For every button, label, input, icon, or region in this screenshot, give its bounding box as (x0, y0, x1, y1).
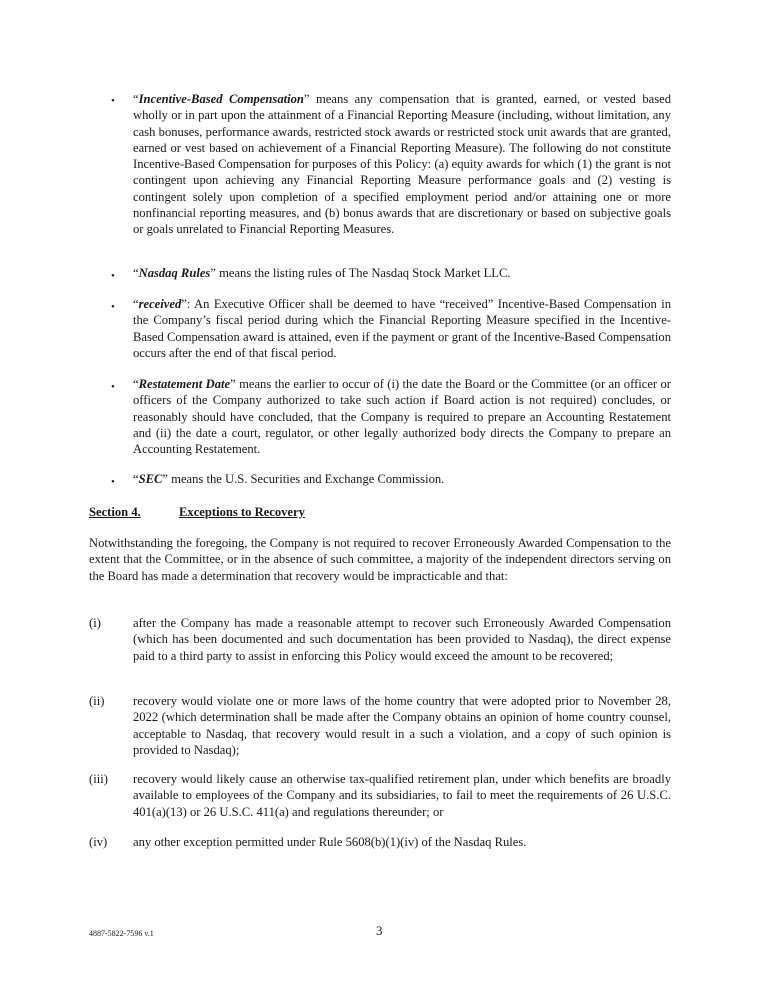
definition-text: ”: An Executive Officer shall be deemed to have “received” Incentive-Based Compensation in the Company’s fiscal period during which the Financial Reporting Measure specified in the Incentive-Based Compensation award is attained, even if the payment or grant of the Incentive-Based Compensation occurs after the end of that fiscal period. (133, 297, 671, 360)
exception-item: recovery would violate one or more laws of the home country that were adopted prior to November 28, 2022 (which determination shall be made after the Company obtains an opinion of home country counsel, acceptable to Nasdaq, that recovery would result in a such a violation, and a copy of such opinion is provided to Nasdaq); (133, 694, 671, 757)
bullet-icon: • (111, 476, 115, 488)
item-label: (i) (89, 616, 101, 630)
definition-received: “received”: An Executive Officer shall be deemed to have “received” Incentive-Based Compensation in the Company’s fiscal period during which the Financial Reporting Measure specified in the Incentive-Based Compensation award is attained, even if the payment or grant of the Incentive-Based Compensation occurs after the end of that fiscal period. (133, 297, 671, 360)
definition-restatement-date: “Restatement Date” means the earlier to occur of (i) the date the Board or the Committee (or an officer or officers of the Company authorized to take such action if Board action is not required) concludes, or reasonably should have concluded, that the Company is required to prepare an Accounting Restatement and (ii) the date a court, regulator, or other legally authorized body directs the Company to prepare an Accounting Restatement. (133, 377, 671, 457)
document-id: 4887-5822-7596 v.1 (89, 929, 154, 938)
section-number: Section 4. (89, 505, 141, 519)
section-title: Exceptions to Recovery (179, 505, 305, 519)
item-label: (ii) (89, 694, 105, 708)
item-label: (iv) (89, 835, 108, 849)
definition-text: ” means any compensation that is granted, earned, or vested based wholly or in part upon the attainment of a Financial Reporting Measure (including, without limitation, any cash bonuses, performance awards, restricted stock awards or restricted stock unit awards that are granted, earned or vest based on achievement of a Financial Reporting Measure). The following do not constitute Incentive-Based Compensation for purposes of this Policy: (a) equity awards for which (1) the grant is not contingent upon achieving any Financial Reporting Measure performance goals and (2) vesting is contingent solely upon completion of a specified employment period and/or attaining one or more nonfinancial reporting measures, and (b) bonus awards that are discretionary or based on subjective goals or goals unrelated to Financial Reporting Measures. (133, 92, 671, 237)
exception-item: after the Company has made a reasonable attempt to recover such Erroneously Awarded Compensation (which has been documented and such documentation has been provided to Nasdaq), the direct expense paid to a third party to assist in enforcing this Policy would exceed the amount to be recovered; (133, 616, 671, 663)
defined-term: SEC (138, 472, 163, 486)
definition-text: ” means the U.S. Securities and Exchange Commission. (162, 472, 445, 486)
definition-sec: “SEC” means the U.S. Securities and Exchange Commission. (133, 472, 445, 486)
page-number: 3 (376, 923, 383, 938)
section-intro: Notwithstanding the foregoing, the Company is not required to recover Erroneously Awarded Compensation to the extent that the Committee, or in the absence of such committee, a majority of the independent directors serving on the Board has made a determination that recovery would be impracticable and that: (89, 536, 671, 583)
bullet-icon: • (111, 270, 115, 282)
exception-item: recovery would likely cause an otherwise tax-qualified retirement plan, under which benefits are broadly available to employees of the Company and its subsidiaries, to fail to meet the requirements of 26 U.S.C. 401(a)(13) or 26 U.S.C. 411(a) and regulations thereunder; or (133, 772, 671, 819)
defined-term: Nasdaq Rules (138, 266, 211, 280)
bullet-icon: • (111, 301, 115, 313)
defined-term: Incentive-Based Compensation (138, 92, 304, 106)
definition-text: ” means the listing rules of The Nasdaq Stock Market LLC. (210, 266, 511, 280)
exception-item: any other exception permitted under Rule 5608(b)(1)(iv) of the Nasdaq Rules. (133, 835, 527, 849)
item-label: (iii) (89, 772, 108, 786)
definition-text: ” means the earlier to occur of (i) the date the Board or the Committee (or an officer or officers of the Company authorized to take such action if Board action is not required) concludes, or reasonably should have concluded, that the Company is required to prepare an Accounting Restatement and (ii) the date a court, regulator, or other legally authorized body directs the Company to prepare an Accounting Restatement. (133, 377, 671, 457)
bullet-icon: • (111, 381, 115, 393)
definition-nasdaq-rules: “Nasdaq Rules” means the listing rules of The Nasdaq Stock Market LLC. (133, 266, 511, 280)
defined-term: received (138, 297, 182, 311)
definition-incentive-based-compensation: “Incentive-Based Compensation” means any compensation that is granted, earned, or vested based wholly or in part upon the attainment of a Financial Reporting Measure (including, without limitation, any cash bonuses, performance awards, restricted stock awards or restricted stock unit awards that are granted, earned or vest based on achievement of a Financial Reporting Measure). The following do not constitute Incentive-Based Compensation for purposes of this Policy: (a) equity awards for which (1) the grant is not contingent upon achieving any Financial Reporting Measure performance goals and (2) vesting is contingent solely upon completion of a specified employment period and/or attaining one or more nonfinancial reporting measures, and (b) bonus awards that are discretionary or based on subjective goals or goals unrelated to Financial Reporting Measures. (133, 92, 671, 237)
bullet-icon: • (111, 95, 115, 107)
defined-term: Restatement Date (138, 377, 231, 391)
